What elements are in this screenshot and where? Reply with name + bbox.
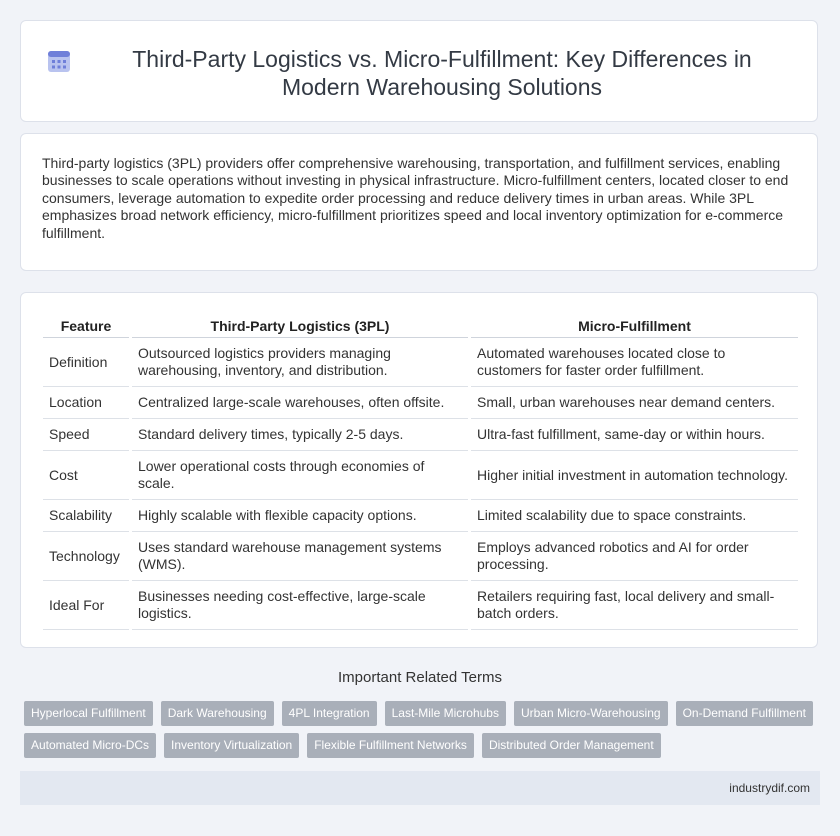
feature-cell: Speed [43, 419, 131, 451]
3pl-cell: Businesses needing cost-effective, large-scale logistics. [131, 581, 470, 630]
3pl-cell: Outsourced logistics providers managing warehousing, inventory, and distribution. [131, 338, 470, 387]
related-term-tag[interactable]: Inventory Virtualization [164, 733, 299, 758]
related-term-tag[interactable]: Dark Warehousing [161, 701, 274, 726]
footer-site-link[interactable]: industrydif.com [729, 781, 810, 795]
feature-cell: Ideal For [43, 581, 131, 630]
micro-cell: Automated warehouses located close to customers for faster order fulfillment. [470, 338, 799, 387]
3pl-cell: Lower operational costs through economies of scale. [131, 451, 470, 500]
micro-cell: Higher initial investment in automation technology. [470, 451, 799, 500]
3pl-cell: Standard delivery times, typically 2-5 days. [131, 419, 470, 451]
related-term-tag[interactable]: 4PL Integration [282, 701, 377, 726]
calendar-icon [46, 48, 72, 74]
feature-cell: Cost [43, 451, 131, 500]
related-term-tag[interactable]: Flexible Fulfillment Networks [307, 733, 474, 758]
table-row [43, 500, 798, 532]
table-row [43, 419, 798, 451]
feature-cell: Technology [43, 532, 131, 581]
table-row [43, 532, 798, 581]
micro-cell: Employs advanced robotics and AI for order processing. [470, 532, 799, 581]
micro-cell: Small, urban warehouses near demand centers. [470, 387, 799, 419]
feature-cell: Location [43, 387, 131, 419]
page-title: Third-Party Logistics vs. Micro-Fulfillment: Key Differences in Modern Warehousing Solutions [132, 46, 752, 100]
related-term-tag[interactable]: Distributed Order Management [482, 733, 661, 758]
comparison-card [20, 292, 818, 648]
3pl-cell: Centralized large-scale warehouses, often offsite. [131, 387, 470, 419]
related-term-tag[interactable]: Hyperlocal Fulfillment [24, 701, 153, 726]
footer [20, 771, 820, 805]
feature-cell: Definition [43, 338, 131, 387]
table-row [43, 581, 798, 630]
micro-cell: Retailers requiring fast, local delivery and small-batch orders. [470, 581, 799, 630]
table-header-row [43, 315, 798, 338]
header-3pl: Third-Party Logistics (3PL) [131, 315, 470, 338]
3pl-cell: Uses standard warehouse management systems (WMS). [131, 532, 470, 581]
related-term-tag[interactable]: Automated Micro-DCs [24, 733, 156, 758]
related-term-tag[interactable]: On-Demand Fulfillment [676, 701, 813, 726]
micro-cell: Ultra-fast fulfillment, same-day or within hours. [470, 419, 799, 451]
table-row [43, 451, 798, 500]
related-term-tag[interactable]: Urban Micro-Warehousing [514, 701, 668, 726]
related-terms-list [24, 701, 824, 758]
3pl-cell: Highly scalable with flexible capacity options. [131, 500, 470, 532]
table-row [43, 338, 798, 387]
feature-cell: Scalability [43, 500, 131, 532]
header-feature: Feature [43, 315, 131, 338]
intro-paragraph: Third-party logistics (3PL) providers offer comprehensive warehousing, transportation, and fulfillment services, enabling businesses to scale operations without investing in physical infrastructure. Micro-fulfillment centers, located closer to end consumers, leverage automation to expedite order processing and reduce delivery times in urban areas. While 3PL emphasizes broad network efficiency, micro-fulfillment prioritizes speed and local inventory optimization for e-commerce fulfillment. [42, 155, 789, 241]
related-terms-title: Important Related Terms [338, 669, 502, 686]
header-micro-fulfillment: Micro-Fulfillment [470, 315, 799, 338]
intro-card [20, 133, 818, 271]
comparison-table [43, 315, 798, 630]
title-card [20, 20, 818, 122]
related-term-tag[interactable]: Last-Mile Microhubs [385, 701, 506, 726]
micro-cell: Limited scalability due to space constraints. [470, 500, 799, 532]
table-row [43, 387, 798, 419]
